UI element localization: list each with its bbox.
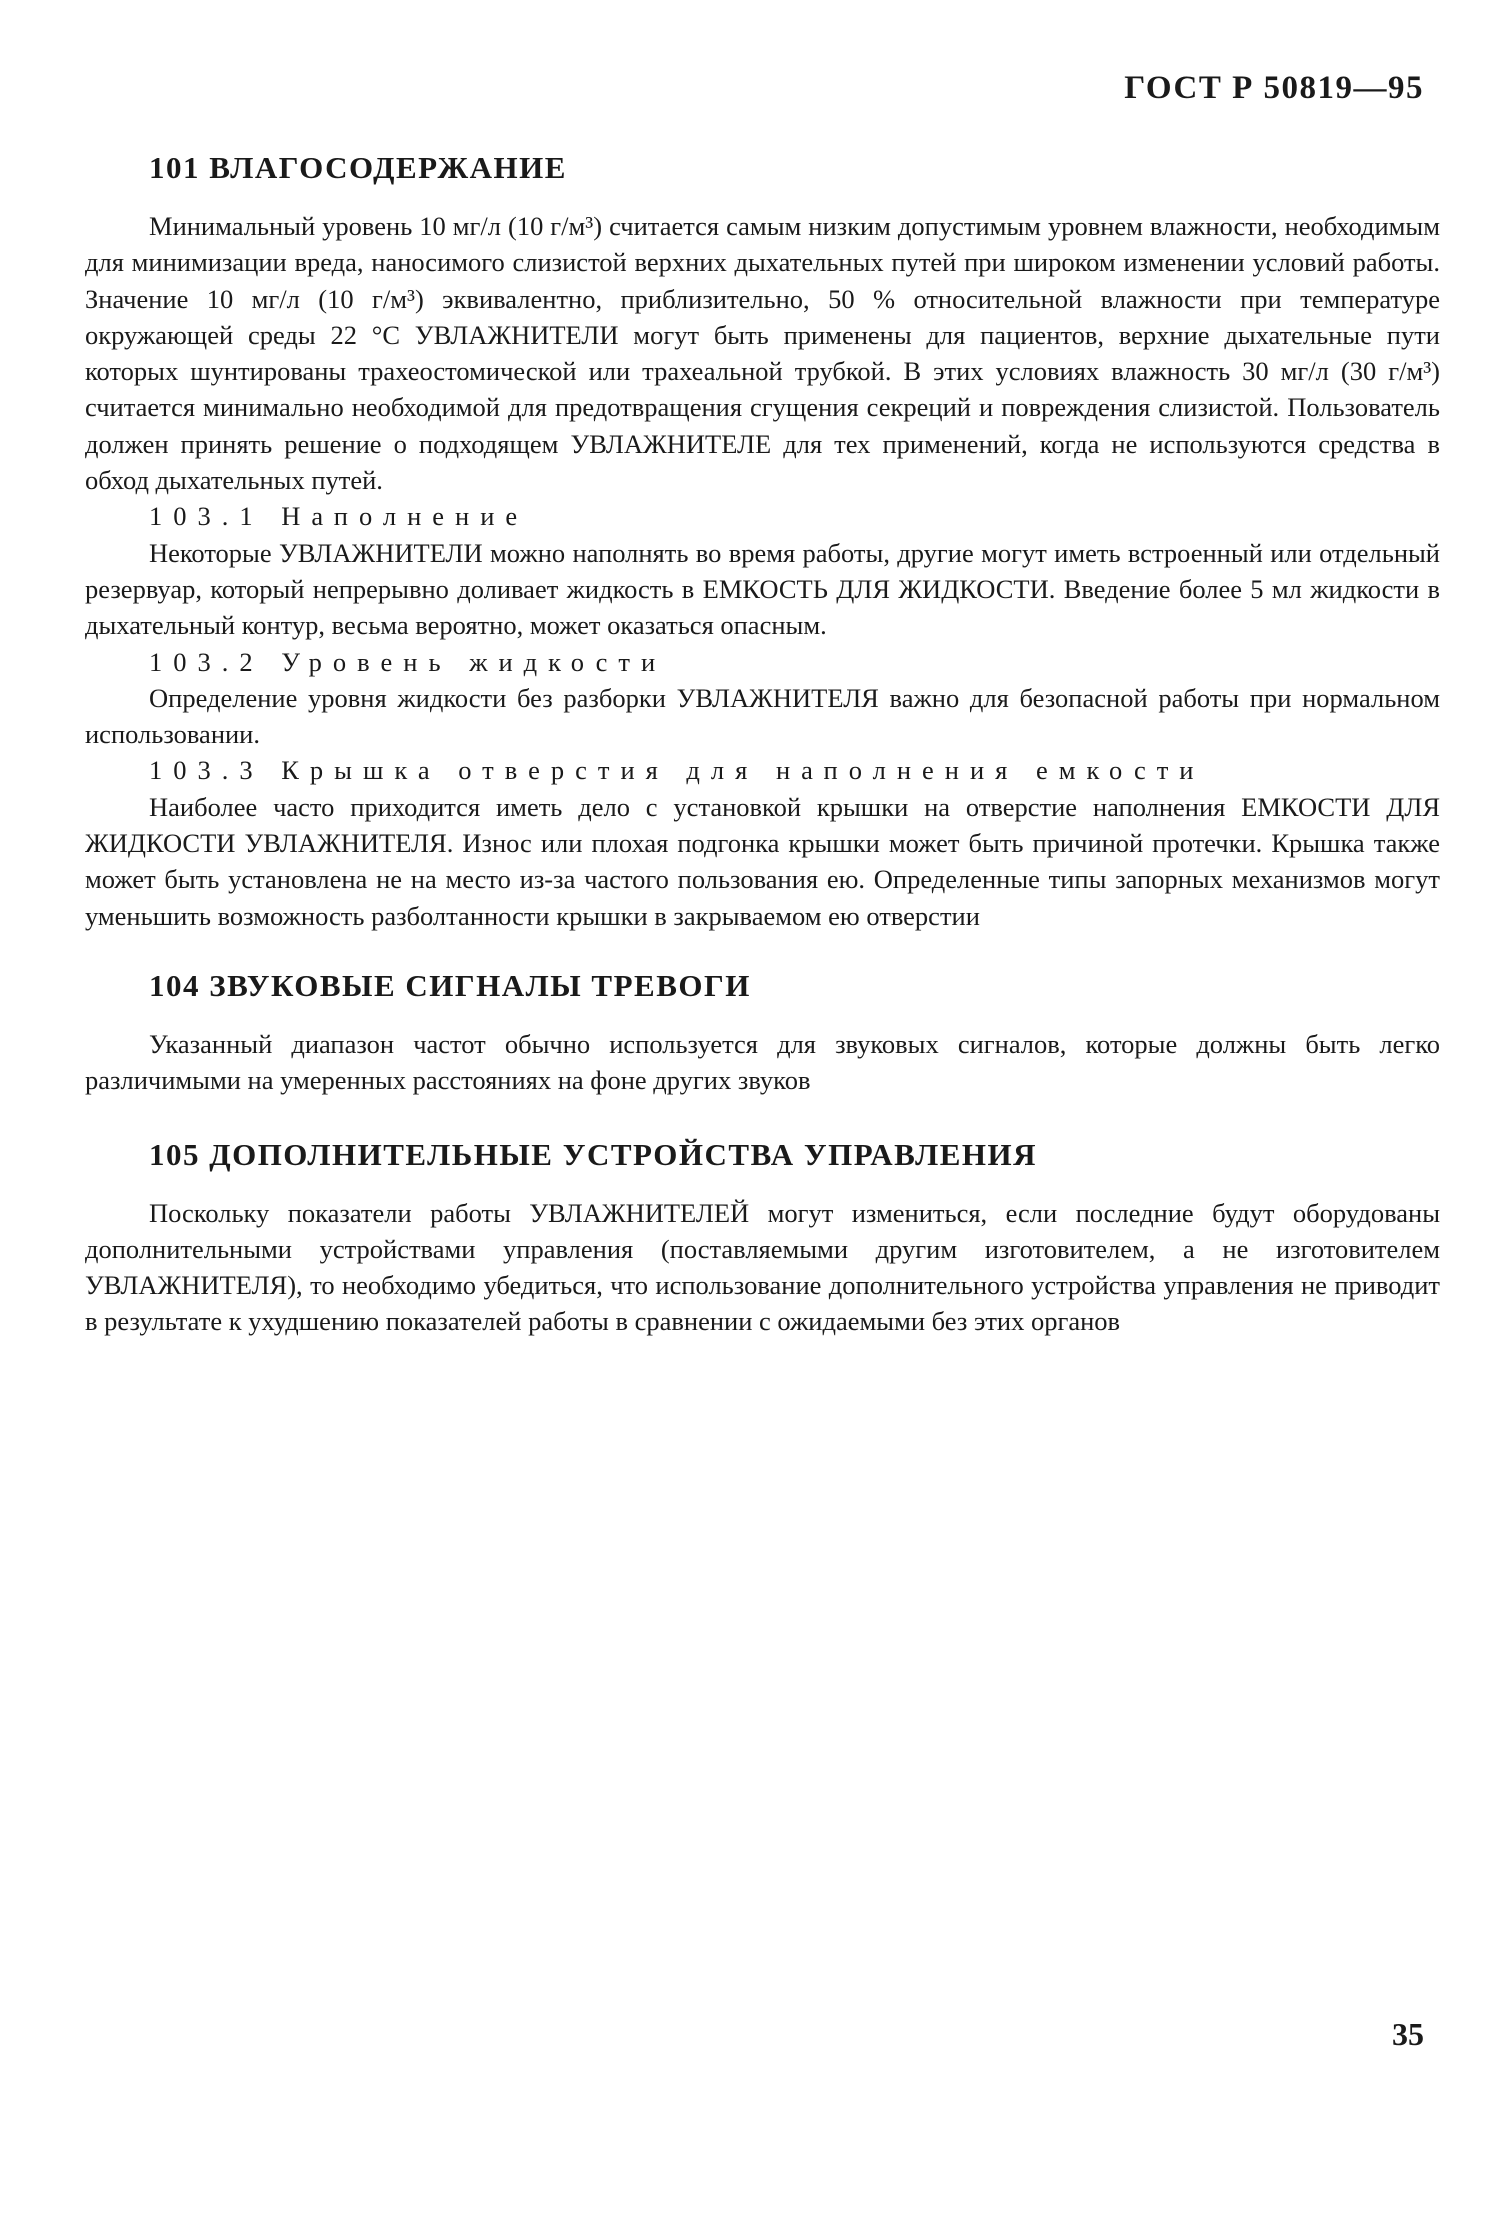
section-103-1-paragraph: Некоторые УВЛАЖНИТЕЛИ можно наполнять во время работы, другие могут иметь встроенный или отдельный резервуар, который непрерывно доливает жидкость в ЕМКОСТЬ ДЛЯ ЖИДКОСТИ. Введение более 5 мл жидкости в дыхательный контур, весьма вероятно, может оказаться опасным. xyxy=(85,537,1440,641)
document-body xyxy=(85,150,1440,1340)
section-103-3-paragraph: Наиболее часто приходится иметь дело с установкой крышки на отверстие наполнения ЕМКОСТИ ДЛЯ ЖИДКОСТИ УВЛАЖНИТЕЛЯ. Износ или плохая подгонка крышки может быть причиной протечки. Крышка также может быть установлена не на место из-за частого пользования ею. Определенные типы запорных механизмов могут уменьшить возможность разболтанности крышки в закрываемом ею отверстии xyxy=(85,791,1440,931)
section-101-heading: 101 ВЛАГОСОДЕРЖАНИЕ xyxy=(149,150,567,185)
section-104-heading: 104 ЗВУКОВЫЕ СИГНАЛЫ ТРЕВОГИ xyxy=(149,967,751,1003)
section-105-paragraph: Поскольку показатели работы УВЛАЖНИТЕЛЕЙ могут измениться, если последние будут оборудованы дополнительными устройствами управления (поставляемыми другим изготовителем, а не изготовителем УВЛАЖНИТЕЛЯ), то необходимо убедиться, что использование дополнительного устройства управления не приводит в результате к ухудшению показателей работы в сравнении с ожидаемыми без этих органов xyxy=(85,1197,1440,1337)
section-101-paragraph: Минимальный уровень 10 мг/л (10 г/м³) считается самым низким допустимым уровнем влажности, необходимым для минимизации вреда, наносимого слизистой верхних дыхательных путей при широком изменении условий работы. Значение 10 мг/л (10 г/м³) эквивалентно, приблизительно, 50 % относительной влажности при температуре окружающей среды 22 °С УВЛАЖНИТЕЛИ могут быть применены для пациентов, верхние дыхательные пути которых шунтированы трахеостомической или трахеальной трубкой. В этих условиях влажность 30 мг/л (30 г/м³) считается минимально необходимой для предотвращения сгущения секреций и повреждения слизистой. Пользователь должен принять решение о подходящем УВЛАЖНИТЕЛЕ для тех применений, когда не используются средства в обход дыхательных путей. xyxy=(85,211,1440,496)
section-103-2-title: 103.2 Уровень жидкости xyxy=(149,646,667,677)
page-number: 35 xyxy=(1392,2016,1424,2052)
section-103-3-title: 103.3 Крышка отверстия для наполнения емкости xyxy=(149,755,1205,786)
section-103-1-title: 103.1 Наполнение xyxy=(149,501,529,532)
section-105-heading: 105 ДОПОЛНИТЕЛЬНЫЕ УСТРОЙСТВА УПРАВЛЕНИЯ xyxy=(149,1136,1038,1172)
document-code: ГОСТ Р 50819—95 xyxy=(1124,70,1424,106)
section-103-2-paragraph: Определение уровня жидкости без разборки УВЛАЖНИТЕЛЯ важно для безопасной работы при нормальном использовании. xyxy=(85,682,1440,750)
section-104-paragraph: Указанный диапазон частот обычно используется для звуковых сигналов, которые должны быть легко различимыми на умеренных расстояниях на фоне других звуков xyxy=(85,1028,1440,1096)
